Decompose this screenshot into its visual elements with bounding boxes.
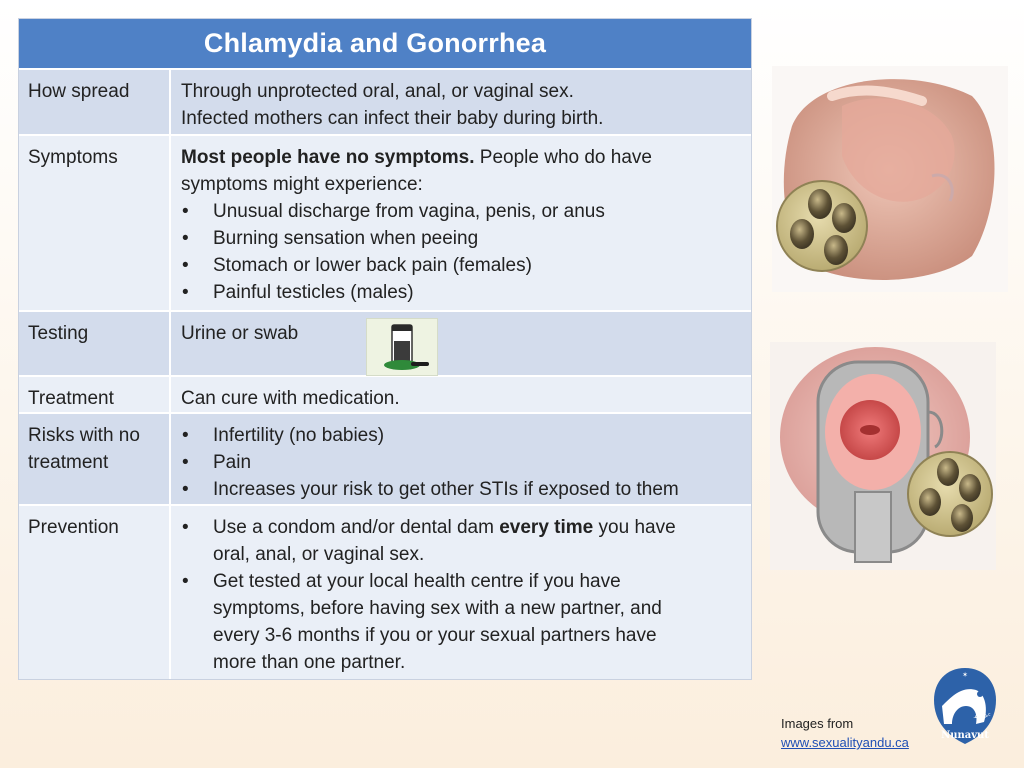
row-label: Prevention bbox=[19, 506, 171, 679]
row-label: Treatment bbox=[19, 377, 171, 412]
list-item: • Infertility (no babies) bbox=[181, 422, 743, 449]
prevention-b2-line: Get tested at your local health centre if you have bbox=[213, 571, 621, 592]
credit-link[interactable]: www.sexualityandu.ca bbox=[781, 735, 909, 750]
row-content bbox=[171, 506, 751, 679]
list-item bbox=[181, 568, 743, 676]
row-label: Testing bbox=[19, 312, 171, 375]
risks-label-line1: Risks with no bbox=[28, 425, 140, 446]
symptoms-intro-rest: People who do have bbox=[474, 147, 652, 168]
prevention-b2-line: symptoms, before having sex with a new partner, and bbox=[213, 598, 662, 619]
info-table bbox=[18, 18, 752, 680]
row-content bbox=[171, 70, 751, 134]
prevention-list bbox=[181, 514, 743, 676]
illustration-image bbox=[772, 66, 1008, 292]
prevention-b2-line: every 3-6 months if you or your sexual partners have bbox=[213, 625, 657, 646]
symptoms-intro bbox=[181, 144, 743, 171]
list-item: • Pain bbox=[181, 449, 743, 476]
row-symptoms bbox=[19, 134, 751, 310]
row-label: Symptoms bbox=[19, 136, 171, 310]
prevention-b1-pre: Use a condom and/or dental dam bbox=[213, 517, 500, 538]
svg-text:✶: ✶ bbox=[962, 671, 968, 679]
logo-syllabics: ᓄᓇᕗᑦ bbox=[973, 713, 991, 720]
row-how-spread bbox=[19, 68, 751, 134]
test-tube-icon bbox=[367, 319, 437, 375]
row-content bbox=[171, 414, 751, 504]
row-risks bbox=[19, 412, 751, 504]
table-title: Chlamydia and Gonorrhea bbox=[19, 19, 751, 68]
row-treatment bbox=[19, 375, 751, 412]
prevention-b2-line: more than one partner. bbox=[213, 652, 406, 673]
row-label bbox=[19, 414, 171, 504]
row-content bbox=[171, 377, 751, 412]
prevention-b1-post: you have bbox=[593, 517, 676, 538]
symptoms-list bbox=[181, 198, 743, 306]
image-credit bbox=[781, 714, 909, 752]
list-item bbox=[181, 514, 743, 568]
prevention-b1-line2: oral, anal, or vaginal sex. bbox=[213, 544, 425, 565]
row-content bbox=[171, 312, 751, 375]
credit-text: Images from bbox=[781, 716, 854, 731]
list-item: • Unusual discharge from vagina, penis, or anus bbox=[181, 198, 743, 225]
testing-text: Urine or swab bbox=[181, 323, 299, 344]
risks-list bbox=[181, 422, 743, 503]
logo-wordmark: Nunavut bbox=[941, 730, 989, 741]
text-line: Through unprotected oral, anal, or vaginal sex. bbox=[181, 81, 574, 102]
text-line: Infected mothers can infect their baby during birth. bbox=[181, 108, 604, 129]
list-item: • Painful testicles (males) bbox=[181, 279, 743, 306]
symptoms-intro-line2: symptoms might experience: bbox=[181, 174, 423, 195]
treatment-text: Can cure with medication. bbox=[181, 388, 400, 409]
row-label: How spread bbox=[19, 70, 171, 134]
risks-label-line2: treatment bbox=[28, 452, 109, 473]
symptoms-intro-bold: Most people have no symptoms. bbox=[181, 147, 475, 168]
nunavut-logo bbox=[932, 666, 998, 746]
illustration-image bbox=[770, 342, 996, 570]
row-testing bbox=[19, 310, 751, 375]
row-prevention bbox=[19, 504, 751, 679]
row-content bbox=[171, 136, 751, 310]
nunavut-logo-icon bbox=[932, 666, 998, 746]
male-anatomy-illustration bbox=[772, 66, 1008, 292]
female-anatomy-illustration bbox=[770, 342, 996, 570]
prevention-b1-bold: every time bbox=[499, 517, 594, 538]
list-item: • Increases your risk to get other STIs if exposed to them bbox=[181, 476, 743, 503]
list-item: • Burning sensation when peeing bbox=[181, 225, 743, 252]
list-item: • Stomach or lower back pain (females) bbox=[181, 252, 743, 279]
test-tube-image bbox=[366, 318, 438, 376]
